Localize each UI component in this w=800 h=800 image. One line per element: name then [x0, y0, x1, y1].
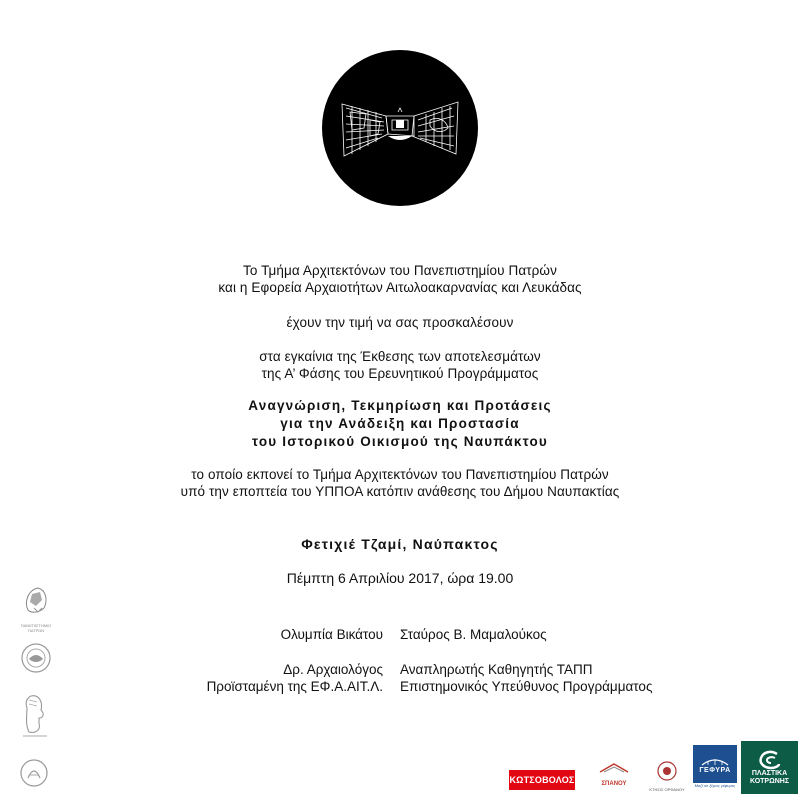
kotronis-logo: [741, 741, 798, 794]
signatory-left-role: [100, 661, 383, 695]
program-title-line-3: του Ιστορικού Οικισμού της Ναυπάκτου: [252, 434, 548, 449]
emblem-circle: [322, 50, 478, 206]
gefyra-text: ΓΕΦΥΡΑ: [699, 766, 731, 774]
opening-block: [0, 348, 800, 382]
opening-line-1: στα εγκαίνια της Έκθεσης των αποτελεσμάτων: [259, 349, 541, 364]
program-title: [0, 397, 800, 451]
gefyra-box: [693, 745, 737, 783]
intro-line-2: και η Εφορεία Αρχαιοτήτων Αιτωλοακαρνανίας και Λευκάδας: [218, 280, 582, 295]
orfanou-logo: [645, 760, 689, 794]
signatory-left-role-2: Προϊσταμένη της ΕΦ.Α.ΑΙΤ.Λ.: [206, 679, 383, 694]
organizer-line-1: το οποίο εκπονεί το Τμήμα Αρχιτεκτόνων του Πανεπιστημίου Πατρών: [191, 467, 609, 482]
university-caption: ΠΑΝΕΠΙΣΤΗΜΙΟ ΠΑΤΡΩΝ: [20, 623, 52, 633]
gefyra-slogan: Μαζί σε ξέρεις γέφυρες: [694, 783, 736, 788]
signatory-right-role: [400, 661, 720, 695]
kotronis-text-1: ΠΛΑΣΤΙΚΑ: [751, 769, 788, 777]
architecture-dept-logo: [19, 690, 51, 740]
gefyra-logo: [693, 745, 737, 794]
kotronis-symbol-icon: [757, 750, 783, 770]
signatory-right-role-2: Επιστημονικός Υπεύθυνος Προγράμματος: [400, 679, 653, 694]
program-title-line-2: για την Ανάδειξη και Προστασία: [280, 416, 520, 431]
bridge-icon: [700, 755, 730, 767]
venue: Φετιχιέ Τζαμί, Ναύπακτος: [301, 536, 499, 552]
intro-line-1: Το Τμήμα Αρχιτεκτόνων του Πανεπιστημίου Πατρών: [243, 263, 557, 278]
kotronis-text-2: ΚΟΤΡΩΝΗΣ: [749, 777, 790, 785]
organizer-line-2: υπό την εποπτεία του ΥΠΠΟΑ κατόπιν ανάθεσης του Δήμου Ναυπακτίας: [180, 484, 620, 499]
ephorate-logo: [19, 641, 53, 675]
papyros-logo: [590, 756, 638, 794]
signatory-left-name: Ολυμπία Βικάτου: [280, 627, 383, 642]
head-profile-icon: [19, 690, 51, 740]
program-title-line-1: Αναγνώριση, Τεκμηρίωση και Προτάσεις: [248, 398, 552, 413]
signatory-right-role-1: Αναπληρωτής Καθηγητής ΤΑΠΠ: [400, 662, 593, 677]
kotsovolos-logo: [509, 770, 575, 790]
municipality-logo: [19, 758, 49, 788]
signatory-left-role-1: Δρ. Αρχαιολόγος: [283, 662, 383, 677]
university-of-patras-logo: [18, 582, 54, 633]
map-emblem-icon: [322, 50, 478, 206]
signatory-right-name: Σταύρος Β. Μαμαλούκος: [400, 627, 547, 642]
event-date: Πέμπτη 6 Απριλίου 2017, ώρα 19.00: [286, 570, 514, 586]
papyros-text: ΣΠΑΝΟΥ: [601, 781, 627, 787]
intro-block: [0, 262, 800, 296]
book-icon: [590, 756, 638, 776]
organizer-block: [0, 466, 800, 500]
municipality-seal-icon: [19, 758, 49, 788]
orfanou-text: ΚΤΗΣΙΣ ΟΡΦΑΝΟΥ: [649, 787, 685, 792]
ephorate-seal-icon: [19, 641, 53, 675]
university-seal-icon: [18, 582, 54, 618]
orfanou-seal-icon: [645, 760, 689, 782]
opening-line-2: της Α’ Φάσης του Ερευνητικού Προγράμματος: [261, 366, 539, 381]
kotsovolos-text: ΚΩΤΣΟΒΟΛΟΣ: [509, 775, 575, 785]
invite-text: έχουν την τιμή να σας προσκαλέσουν: [286, 315, 514, 330]
